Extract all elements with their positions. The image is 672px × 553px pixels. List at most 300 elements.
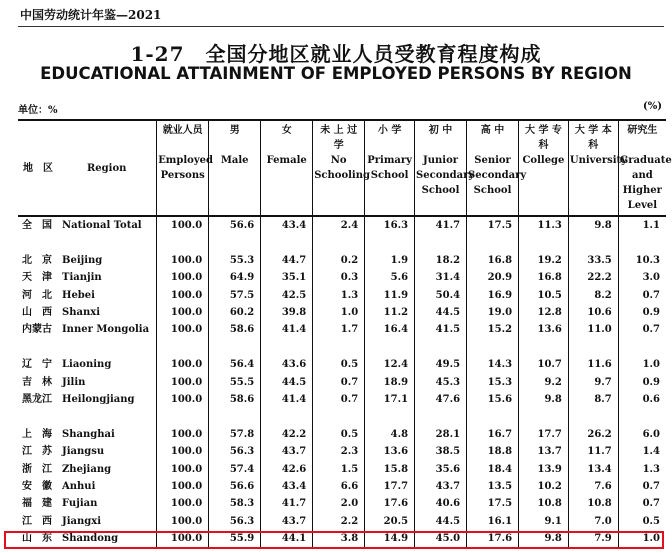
value-cell-female: 39.8 <box>261 304 313 321</box>
region-name-cell <box>18 426 157 443</box>
spacer-cell <box>157 234 209 251</box>
column-header-no_school <box>313 120 370 216</box>
region-name-cell <box>18 374 157 391</box>
spacer-cell <box>568 339 618 356</box>
value-cell-college: 10.5 <box>519 287 569 304</box>
region-name-en: Shanxi <box>62 307 101 319</box>
region-name-cn: 江 苏 <box>22 446 52 458</box>
spacer-cell <box>618 339 666 356</box>
region-name-cell <box>18 269 157 286</box>
value-cell-male: 57.5 <box>209 287 261 304</box>
value-cell-male: 64.9 <box>209 269 261 286</box>
value-cell-female: 43.4 <box>261 478 313 495</box>
spacer-cell <box>467 408 519 425</box>
value-cell-college: 9.8 <box>519 391 569 408</box>
value-cell-college: 9.2 <box>519 374 569 391</box>
spacer-cell <box>261 339 313 356</box>
spacer-cell <box>415 339 467 356</box>
value-cell-no_school: 1.3 <box>313 287 365 304</box>
value-cell-junior: 38.5 <box>415 443 467 460</box>
value-cell-primary: 15.8 <box>365 461 415 478</box>
region-name-cn: 辽 宁 <box>22 359 52 371</box>
column-header-cn: 女 <box>281 125 292 136</box>
value-cell-male: 55.5 <box>209 374 261 391</box>
column-header-en: Junior Secondary School <box>416 155 475 196</box>
region-name-en: Anhui <box>62 481 96 493</box>
value-cell-employed: 100.0 <box>157 321 209 338</box>
table-row <box>18 252 666 269</box>
spacer-cell <box>365 339 415 356</box>
value-cell-university: 9.7 <box>568 374 618 391</box>
value-cell-male: 56.3 <box>209 513 261 530</box>
value-cell-university: 22.2 <box>568 269 618 286</box>
value-cell-male: 57.4 <box>209 461 261 478</box>
spacer-cell <box>18 339 157 356</box>
column-header-en: No Schooling <box>314 155 370 181</box>
value-cell-college: 10.7 <box>519 356 569 373</box>
region-name-cell <box>18 287 157 304</box>
value-cell-university: 11.6 <box>568 356 618 373</box>
value-cell-senior: 16.8 <box>467 252 519 269</box>
spacer-cell <box>261 234 313 251</box>
value-cell-university: 11.7 <box>568 443 618 460</box>
table-row <box>18 391 666 408</box>
value-cell-university: 13.4 <box>568 461 618 478</box>
value-cell-male: 56.6 <box>209 216 261 234</box>
column-header-cn: 大 学 本 科 <box>574 125 612 151</box>
column-header-en: University <box>569 155 627 166</box>
value-cell-senior: 16.7 <box>467 426 519 443</box>
value-cell-senior: 17.5 <box>467 216 519 234</box>
region-name-cell <box>18 304 157 321</box>
table-row <box>18 374 666 391</box>
value-cell-university: 9.8 <box>568 216 618 234</box>
value-cell-college: 13.7 <box>519 443 569 460</box>
region-name-en: Beijing <box>62 254 103 266</box>
value-cell-senior: 18.4 <box>467 461 519 478</box>
region-name-en: Jiangsu <box>62 446 105 458</box>
value-cell-junior: 18.2 <box>415 252 467 269</box>
value-cell-employed: 100.0 <box>157 269 209 286</box>
value-cell-college: 19.2 <box>519 252 569 269</box>
spacer-cell <box>209 234 261 251</box>
region-name-cn: 北 京 <box>22 254 52 266</box>
value-cell-male: 58.6 <box>209 321 261 338</box>
value-cell-female: 41.4 <box>261 321 313 338</box>
column-header-graduate <box>618 120 672 216</box>
spacer-cell <box>209 408 261 425</box>
region-name-cn: 浙 江 <box>22 463 52 475</box>
value-cell-college: 11.3 <box>519 216 569 234</box>
value-cell-no_school: 3.8 <box>313 530 365 547</box>
value-cell-primary: 16.3 <box>365 216 415 234</box>
region-name-cn: 福 建 <box>22 498 52 510</box>
value-cell-graduate: 1.4 <box>618 443 666 460</box>
spacer-cell <box>568 234 618 251</box>
table-row <box>18 478 666 495</box>
value-cell-university: 33.5 <box>568 252 618 269</box>
value-cell-graduate: 0.9 <box>618 304 666 321</box>
value-cell-senior: 13.5 <box>467 478 519 495</box>
table-row <box>18 513 666 530</box>
value-cell-college: 13.9 <box>519 461 569 478</box>
value-cell-female: 43.7 <box>261 443 313 460</box>
column-header-university <box>568 120 627 216</box>
region-name-cn: 山 东 <box>22 533 52 545</box>
value-cell-female: 43.6 <box>261 356 313 373</box>
column-header-college <box>519 120 569 216</box>
value-cell-college: 13.6 <box>519 321 569 338</box>
value-cell-no_school: 0.5 <box>313 356 365 373</box>
column-header-cn: 大 学 专 科 <box>524 125 562 151</box>
value-cell-graduate: 1.0 <box>618 356 666 373</box>
value-cell-female: 41.4 <box>261 391 313 408</box>
value-cell-junior: 45.0 <box>415 530 467 547</box>
column-header-en: Male <box>220 155 249 166</box>
value-cell-no_school: 2.2 <box>313 513 365 530</box>
value-cell-senior: 14.3 <box>467 356 519 373</box>
spacer-cell <box>618 408 666 425</box>
table-row <box>18 287 666 304</box>
spacer-cell <box>519 339 569 356</box>
value-cell-employed: 100.0 <box>157 287 209 304</box>
value-cell-graduate: 0.7 <box>618 321 666 338</box>
region-name-cell <box>18 321 157 338</box>
region-name-en: Liaoning <box>62 359 112 371</box>
value-cell-female: 44.7 <box>261 252 313 269</box>
value-cell-primary: 14.9 <box>365 530 415 547</box>
spacer-cell <box>415 408 467 425</box>
region-name-cn: 全 国 <box>22 220 52 231</box>
spacer-cell <box>18 234 157 251</box>
value-cell-university: 8.2 <box>568 287 618 304</box>
value-cell-primary: 20.5 <box>365 513 415 530</box>
education-table <box>18 119 672 548</box>
spacer-cell <box>313 234 365 251</box>
value-cell-female: 35.1 <box>261 269 313 286</box>
table-header-row <box>18 120 666 216</box>
region-name-cn: 吉 林 <box>22 376 52 388</box>
value-cell-primary: 12.4 <box>365 356 415 373</box>
region-name-cell <box>18 478 157 495</box>
value-cell-junior: 49.5 <box>415 356 467 373</box>
region-name-cn: 内蒙古 <box>22 324 52 336</box>
table-row <box>18 304 666 321</box>
spacer-cell <box>209 339 261 356</box>
value-cell-junior: 31.4 <box>415 269 467 286</box>
spacer-cell <box>18 408 157 425</box>
value-cell-primary: 18.9 <box>365 374 415 391</box>
spacer-cell <box>261 408 313 425</box>
value-cell-primary: 16.4 <box>365 321 415 338</box>
value-cell-employed: 100.0 <box>157 495 209 512</box>
region-name-cn: 江 西 <box>22 515 52 527</box>
region-name-en: Jilin <box>62 376 86 388</box>
region-name-cn: 山 西 <box>22 307 52 319</box>
value-cell-university: 7.0 <box>568 513 618 530</box>
value-cell-graduate: 1.3 <box>618 461 666 478</box>
region-name-cn: 天 津 <box>22 272 52 284</box>
value-cell-female: 44.5 <box>261 374 313 391</box>
table-row <box>18 495 666 512</box>
value-cell-no_school: 2.3 <box>313 443 365 460</box>
column-header-senior <box>467 120 527 216</box>
value-cell-no_school: 0.2 <box>313 252 365 269</box>
column-header-junior <box>415 120 475 216</box>
table-row <box>18 461 666 478</box>
value-cell-graduate: 1.1 <box>618 216 666 234</box>
value-cell-junior: 41.5 <box>415 321 467 338</box>
value-cell-employed: 100.0 <box>157 356 209 373</box>
value-cell-graduate: 0.9 <box>618 374 666 391</box>
value-cell-male: 56.6 <box>209 478 261 495</box>
value-cell-no_school: 2.0 <box>313 495 365 512</box>
value-cell-university: 26.2 <box>568 426 618 443</box>
value-cell-college: 17.7 <box>519 426 569 443</box>
value-cell-female: 41.7 <box>261 495 313 512</box>
value-cell-university: 7.6 <box>568 478 618 495</box>
region-name-cn: 上 海 <box>22 428 52 440</box>
region-name-en: Shanghai <box>62 428 115 440</box>
region-name-en: Hebei <box>62 289 95 301</box>
value-cell-no_school: 6.6 <box>313 478 365 495</box>
value-cell-no_school: 1.0 <box>313 304 365 321</box>
region-name-cn: 安 徽 <box>22 481 52 493</box>
value-cell-employed: 100.0 <box>157 304 209 321</box>
value-cell-female: 43.7 <box>261 513 313 530</box>
value-cell-graduate: 10.3 <box>618 252 666 269</box>
region-name-cell <box>18 356 157 373</box>
column-header-en: Senior Secondary School <box>468 155 527 196</box>
region-name-en: Heilongjiang <box>62 394 135 406</box>
spacer-row <box>18 408 666 425</box>
value-cell-graduate: 1.0 <box>618 530 666 547</box>
column-header-en: Employed Persons <box>158 155 214 181</box>
region-name-en: Zhejiang <box>62 463 112 475</box>
spacer-cell <box>519 408 569 425</box>
value-cell-female: 42.2 <box>261 426 313 443</box>
region-name-en: Shandong <box>62 533 119 545</box>
column-header-en: College <box>522 155 565 166</box>
column-header-cn: 男 <box>229 125 240 136</box>
unit-label-english: (%) <box>643 101 662 112</box>
column-header-en: Primary School <box>367 155 412 181</box>
region-name-cell <box>18 391 157 408</box>
spacer-cell <box>618 234 666 251</box>
region-name-cn: 黑龙江 <box>22 394 52 406</box>
region-name-cell <box>18 216 157 234</box>
column-header-en: Female <box>266 155 307 166</box>
value-cell-university: 11.0 <box>568 321 618 338</box>
value-cell-senior: 16.1 <box>467 513 519 530</box>
region-name-en: National Total <box>62 220 142 231</box>
value-cell-senior: 16.9 <box>467 287 519 304</box>
value-cell-junior: 43.7 <box>415 478 467 495</box>
value-cell-no_school: 0.7 <box>313 391 365 408</box>
value-cell-employed: 100.0 <box>157 513 209 530</box>
table-row <box>18 443 666 460</box>
table-row <box>18 321 666 338</box>
value-cell-college: 10.2 <box>519 478 569 495</box>
spacer-cell <box>313 408 365 425</box>
spacer-cell <box>568 408 618 425</box>
value-cell-graduate: 6.0 <box>618 426 666 443</box>
table-row <box>18 356 666 373</box>
value-cell-male: 58.3 <box>209 495 261 512</box>
region-name-en: Jiangxi <box>62 515 102 527</box>
table-title-chinese: 1-27 全国分地区就业人员受教育程度构成 <box>130 42 542 66</box>
column-header-cn: 小 学 <box>377 125 402 136</box>
value-cell-senior: 17.5 <box>467 495 519 512</box>
column-header-en: Graduate and Higher Level <box>619 155 672 211</box>
value-cell-graduate: 0.5 <box>618 513 666 530</box>
value-cell-no_school: 0.3 <box>313 269 365 286</box>
value-cell-graduate: 3.0 <box>618 269 666 286</box>
table-row <box>18 426 666 443</box>
region-name-en: Inner Mongolia <box>62 324 150 336</box>
table-row <box>18 216 666 234</box>
value-cell-primary: 17.6 <box>365 495 415 512</box>
value-cell-male: 56.4 <box>209 356 261 373</box>
value-cell-primary: 11.2 <box>365 304 415 321</box>
value-cell-junior: 44.5 <box>415 304 467 321</box>
value-cell-senior: 15.6 <box>467 391 519 408</box>
value-cell-female: 42.5 <box>261 287 313 304</box>
column-header-cn: 初 中 <box>428 125 453 136</box>
value-cell-college: 9.1 <box>519 513 569 530</box>
value-cell-college: 10.8 <box>519 495 569 512</box>
region-name-cell <box>18 443 157 460</box>
highlight-box-shandong <box>4 531 664 549</box>
value-cell-male: 55.9 <box>209 530 261 547</box>
value-cell-employed: 100.0 <box>157 391 209 408</box>
value-cell-junior: 45.3 <box>415 374 467 391</box>
value-cell-employed: 100.0 <box>157 443 209 460</box>
value-cell-junior: 41.7 <box>415 216 467 234</box>
spacer-cell <box>415 234 467 251</box>
value-cell-university: 7.9 <box>568 530 618 547</box>
value-cell-junior: 28.1 <box>415 426 467 443</box>
value-cell-college: 12.8 <box>519 304 569 321</box>
value-cell-female: 43.4 <box>261 216 313 234</box>
value-cell-junior: 47.6 <box>415 391 467 408</box>
region-name-cell <box>18 495 157 512</box>
value-cell-university: 10.8 <box>568 495 618 512</box>
column-header-cn: 就业人员 <box>162 125 203 136</box>
region-name-cn: 河 北 <box>22 289 52 301</box>
value-cell-graduate: 0.6 <box>618 391 666 408</box>
value-cell-male: 60.2 <box>209 304 261 321</box>
value-cell-no_school: 0.7 <box>313 374 365 391</box>
value-cell-senior: 15.3 <box>467 374 519 391</box>
region-name-en: Fujian <box>62 498 98 510</box>
value-cell-employed: 100.0 <box>157 461 209 478</box>
value-cell-employed: 100.0 <box>157 216 209 234</box>
value-cell-senior: 19.0 <box>467 304 519 321</box>
region-name-cell <box>18 461 157 478</box>
value-cell-primary: 17.7 <box>365 478 415 495</box>
value-cell-employed: 100.0 <box>157 374 209 391</box>
running-head: 中国劳动统计年鉴—2021 <box>20 8 162 22</box>
spacer-cell <box>365 234 415 251</box>
spacer-cell <box>157 408 209 425</box>
value-cell-graduate: 0.7 <box>618 478 666 495</box>
value-cell-senior: 20.9 <box>467 269 519 286</box>
spacer-cell <box>157 339 209 356</box>
value-cell-junior: 50.4 <box>415 287 467 304</box>
table-row <box>18 269 666 286</box>
value-cell-graduate: 0.7 <box>618 495 666 512</box>
value-cell-university: 10.6 <box>568 304 618 321</box>
table-title-english: EDUCATIONAL ATTAINMENT OF EMPLOYED PERSONS BY REGION <box>40 64 632 83</box>
value-cell-male: 58.6 <box>209 391 261 408</box>
value-cell-junior: 44.5 <box>415 513 467 530</box>
spacer-cell <box>519 234 569 251</box>
value-cell-male: 57.8 <box>209 426 261 443</box>
spacer-cell <box>467 234 519 251</box>
column-header-cn: 高 中 <box>480 125 505 136</box>
spacer-cell <box>365 408 415 425</box>
column-header-en: Region <box>87 162 127 174</box>
value-cell-employed: 100.0 <box>157 478 209 495</box>
column-header-cn: 未 上 过 学 <box>320 125 358 151</box>
value-cell-senior: 18.8 <box>467 443 519 460</box>
column-header-cn: 研究生 <box>627 125 658 136</box>
value-cell-employed: 100.0 <box>157 252 209 269</box>
column-header-cn: 地 区 <box>23 162 53 174</box>
value-cell-primary: 11.9 <box>365 287 415 304</box>
value-cell-primary: 4.8 <box>365 426 415 443</box>
value-cell-primary: 5.6 <box>365 269 415 286</box>
value-cell-no_school: 0.5 <box>313 426 365 443</box>
column-header-region <box>18 120 157 216</box>
column-header-primary <box>365 120 415 216</box>
unit-label-chinese: 单位：% <box>18 105 58 116</box>
value-cell-no_school: 1.7 <box>313 321 365 338</box>
value-cell-male: 55.3 <box>209 252 261 269</box>
value-cell-college: 9.8 <box>519 530 569 547</box>
spacer-cell <box>313 339 365 356</box>
value-cell-male: 56.3 <box>209 443 261 460</box>
value-cell-employed: 100.0 <box>157 426 209 443</box>
value-cell-senior: 17.6 <box>467 530 519 547</box>
value-cell-junior: 35.6 <box>415 461 467 478</box>
region-name-en: Tianjin <box>62 272 102 284</box>
column-header-male <box>209 120 261 216</box>
value-cell-primary: 13.6 <box>365 443 415 460</box>
header-rule <box>18 26 664 27</box>
value-cell-primary: 1.9 <box>365 252 415 269</box>
spacer-row <box>18 339 666 356</box>
value-cell-no_school: 1.5 <box>313 461 365 478</box>
region-name-cell <box>18 252 157 269</box>
value-cell-female: 44.1 <box>261 530 313 547</box>
region-name-cell <box>18 513 157 530</box>
value-cell-college: 16.8 <box>519 269 569 286</box>
spacer-cell <box>467 339 519 356</box>
value-cell-employed: 100.0 <box>157 530 209 547</box>
value-cell-senior: 15.2 <box>467 321 519 338</box>
table-body <box>18 216 666 548</box>
column-header-employed <box>157 120 214 216</box>
column-header-female <box>261 120 313 216</box>
spacer-row <box>18 234 666 251</box>
value-cell-primary: 17.1 <box>365 391 415 408</box>
value-cell-graduate: 0.7 <box>618 287 666 304</box>
value-cell-no_school: 2.4 <box>313 216 365 234</box>
value-cell-university: 8.7 <box>568 391 618 408</box>
value-cell-junior: 40.6 <box>415 495 467 512</box>
